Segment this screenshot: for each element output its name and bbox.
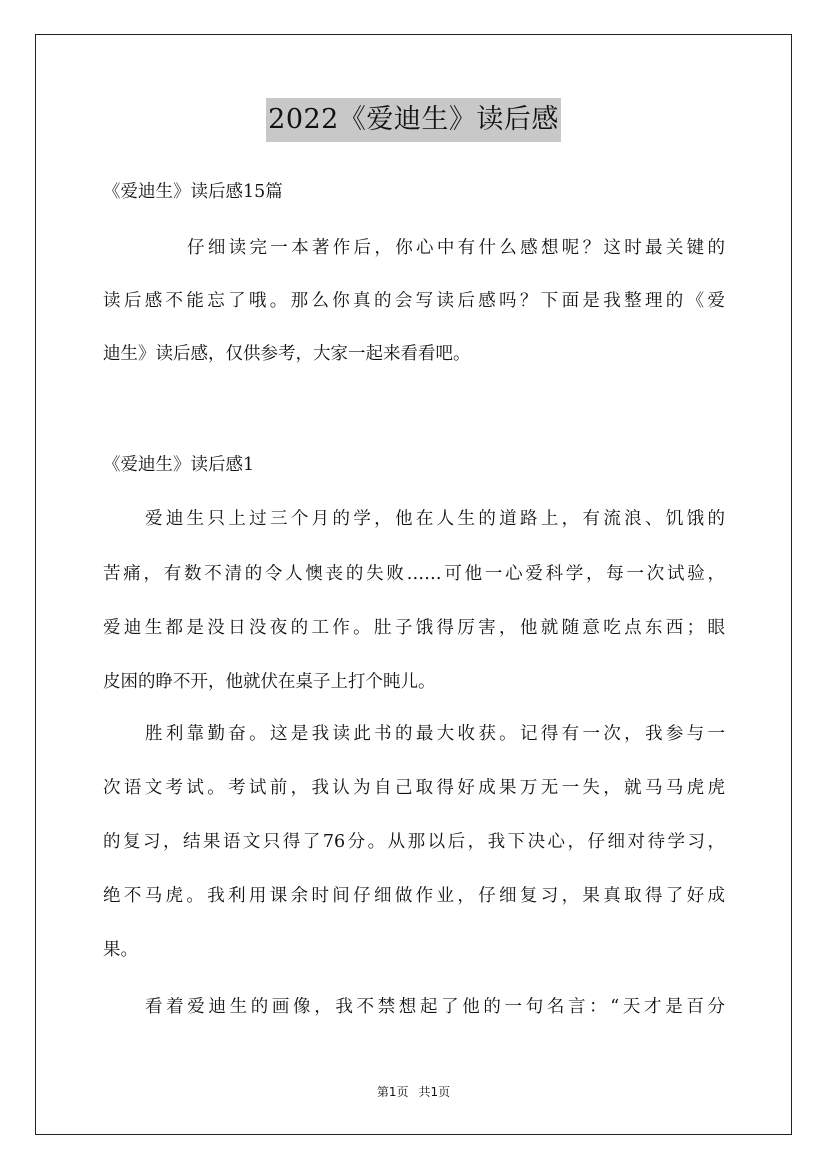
section-heading: 《爱迪生》读后感1	[103, 455, 255, 475]
para2-line-3: 的复习，结果语文只得了76分。从那以后，我下决心，仔细对待学习，	[103, 832, 725, 852]
para2-line-4: 绝不马虎。我利用课余时间仔细做作业，仔细复习，果真取得了好成	[103, 886, 725, 906]
document-title: 2022《爱迪生》读后感	[266, 98, 561, 142]
intro-line-2: 读后感不能忘了哦。那么你真的会写读后感吗？下面是我整理的《爱	[103, 291, 725, 311]
para1-line-2: 苦痛，有数不清的令人懊丧的失败……可他一心爱科学，每一次试验，	[103, 564, 725, 584]
para3-line-1: 看着爱迪生的画像，我不禁想起了他的一句名言：“天才是百分	[145, 997, 725, 1017]
title-container	[0, 98, 827, 142]
para1-line-1: 爱迪生只上过三个月的学，他在人生的道路上，有流浪、饥饿的	[145, 509, 725, 529]
document-subtitle: 《爱迪生》读后感15篇	[103, 182, 283, 202]
para1-line-3: 爱迪生都是没日没夜的工作。肚子饿得厉害，他就随意吃点东西；眼	[103, 618, 725, 638]
intro-line-1: 仔细读完一本著作后，你心中有什么感想呢？这时最关键的	[187, 238, 725, 258]
para2-line-2: 次语文考试。考试前，我认为自己取得好成果万无一失，就马马虎虎	[103, 778, 725, 798]
para2-line-5: 果。	[103, 940, 138, 960]
page-footer	[0, 1083, 827, 1101]
intro-line-3: 迪生》读后感，仅供参考，大家一起来看看吧。	[103, 344, 471, 364]
page-total: 共1页	[418, 1085, 451, 1099]
para1-line-4: 皮困的睁不开，他就伏在桌子上打个盹儿。	[103, 672, 436, 692]
para2-line-1: 胜利靠勤奋。这是我读此书的最大收获。记得有一次，我参与一	[145, 724, 725, 744]
page-number: 第1页	[376, 1085, 409, 1099]
